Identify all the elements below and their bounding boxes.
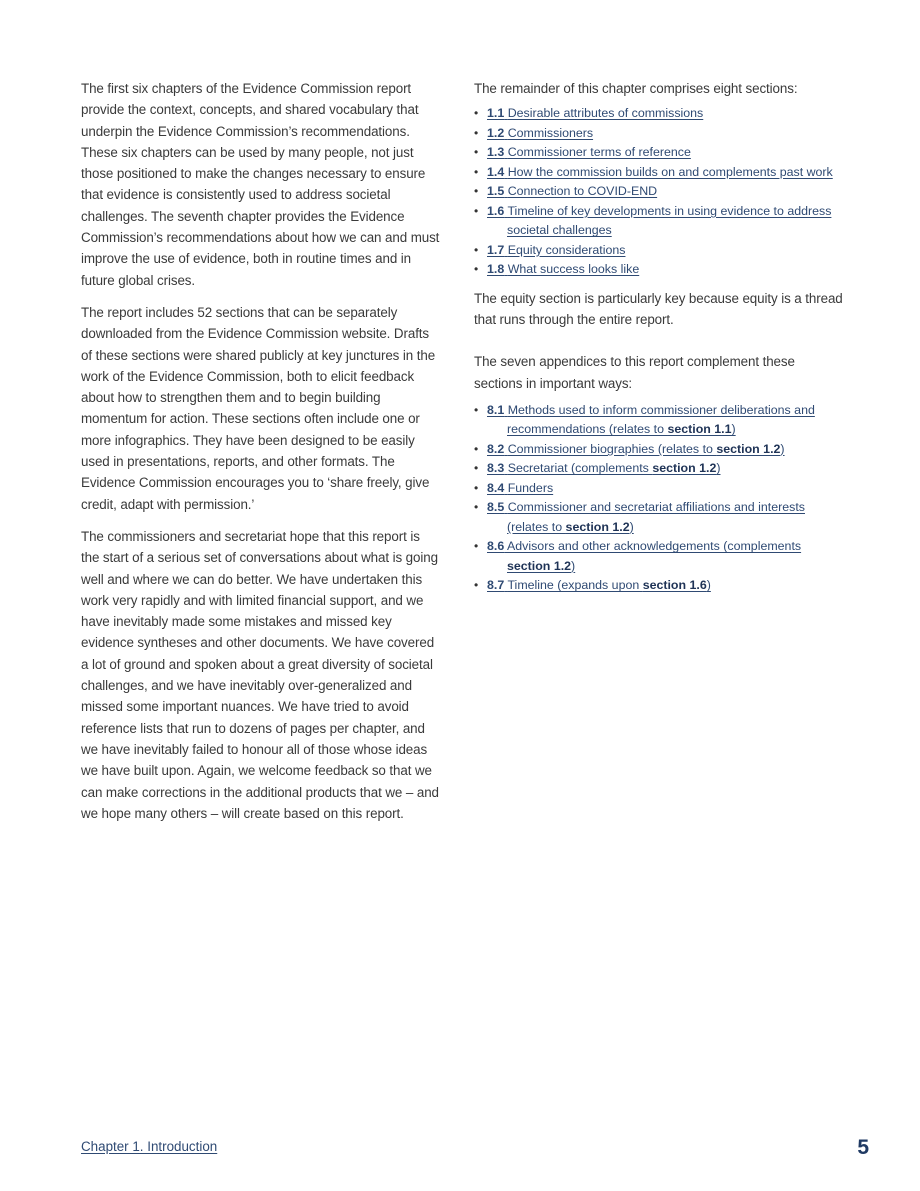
page-number: 5 xyxy=(857,1136,869,1159)
appendices-list xyxy=(474,401,844,596)
sections-list xyxy=(474,104,844,280)
section-link-1-8[interactable]: • 1.8 What success looks like xyxy=(474,262,640,277)
section-link-1-6[interactable]: • 1.6 Timeline of key developments in using evidence to address societal challenges xyxy=(474,203,832,238)
appendix-link-8-2[interactable]: • 8.2 Commissioner biographies (relates to section 1.2) xyxy=(474,441,785,456)
appendices-intro: The seven appendices to this report complement these sections in important ways: xyxy=(474,354,795,391)
footer-chapter-link[interactable]: Chapter 1. Introduction xyxy=(81,1139,218,1154)
appendix-link-8-7[interactable]: • 8.7 Timeline (expands upon section 1.6) xyxy=(474,578,711,593)
section-link-1-7[interactable]: • 1.7 Equity considerations xyxy=(474,242,626,257)
intro-paragraph-1: The first six chapters of the Evidence Commission report provide the context, concepts, and shared vocabulary that underpin the Evidence Commission’s recommendations. These six chapters can be used by many people, not just those positioned to make the changes necessary to ensure that evidence is consistently used to address societal challenges. The seventh chapter provides the Evidence Commission’s recommendations about how we can and must improve the use of evidence, both in routine times and in future global crises. xyxy=(81,81,440,288)
sections-intro: The remainder of this chapter comprises eight sections: xyxy=(474,81,798,96)
section-link-1-5[interactable]: • 1.5 Connection to COVID-END xyxy=(474,184,658,199)
appendix-link-8-6[interactable]: • 8.6 Advisors and other acknowledgements (complements section 1.2) xyxy=(474,539,802,573)
section-link-1-4[interactable]: • 1.4 How the commission builds on and complements past work xyxy=(474,164,833,179)
section-link-1-2[interactable]: • 1.2 Commissioners xyxy=(474,125,594,140)
appendix-link-8-3[interactable]: • 8.3 Secretariat (complements section 1.2) xyxy=(474,461,721,476)
appendix-link-8-4[interactable]: • 8.4 Funders xyxy=(474,480,554,495)
right-column xyxy=(474,78,844,604)
section-link-1-3[interactable]: • 1.3 Commissioner terms of reference xyxy=(474,145,691,160)
equity-note: The equity section is particularly key because equity is a thread that runs through the entire report. xyxy=(474,290,843,328)
appendix-link-8-1[interactable]: • 8.1 Methods used to inform commissioner deliberations and recommendations (relates to section 1.1) xyxy=(474,402,815,437)
intro-paragraph-2: The report includes 52 sections that can be separately downloaded from the Evidence Commission website. Drafts of these sections were shared publicly at key junctures in the work of the Evidence Commission, both to elicit feedback about how to strengthen them and to begin building momentum for action. These sections often include one or more infographics. They have been designed to be easily used in presentations, reports, and other formats. The Evidence Commission encourages you to ‘share freely, give credit, adapt with permission.’ xyxy=(81,304,436,512)
section-link-1-1[interactable]: • 1.1 Desirable attributes of commissions xyxy=(474,106,704,121)
intro-paragraph-3: The commissioners and secretariat hope that this report is the start of a serious set of conversations about what is going well and where we can do better. We have undertaken this work very rapidly and with limited financial support, and we have inevitably made some mistakes and missed key evidence syntheses and other documents. We have covered a lot of ground and spoken about a great diversity of societal challenges, and we have inevitably over-generalized and missed some important nuances. We have tried to avoid reference lists that run to dozens of pages per chapter, and we have inevitably failed to honour all of those whose ideas we have built upon. Again, we welcome feedback so that we can make corrections in the additional products that we – and we hope many others – will create based on this report. xyxy=(81,528,439,821)
left-column xyxy=(81,78,441,835)
appendix-link-8-5[interactable]: • 8.5 Commissioner and secretariat affiliations and interests (relates to section 1.2) xyxy=(474,500,805,534)
